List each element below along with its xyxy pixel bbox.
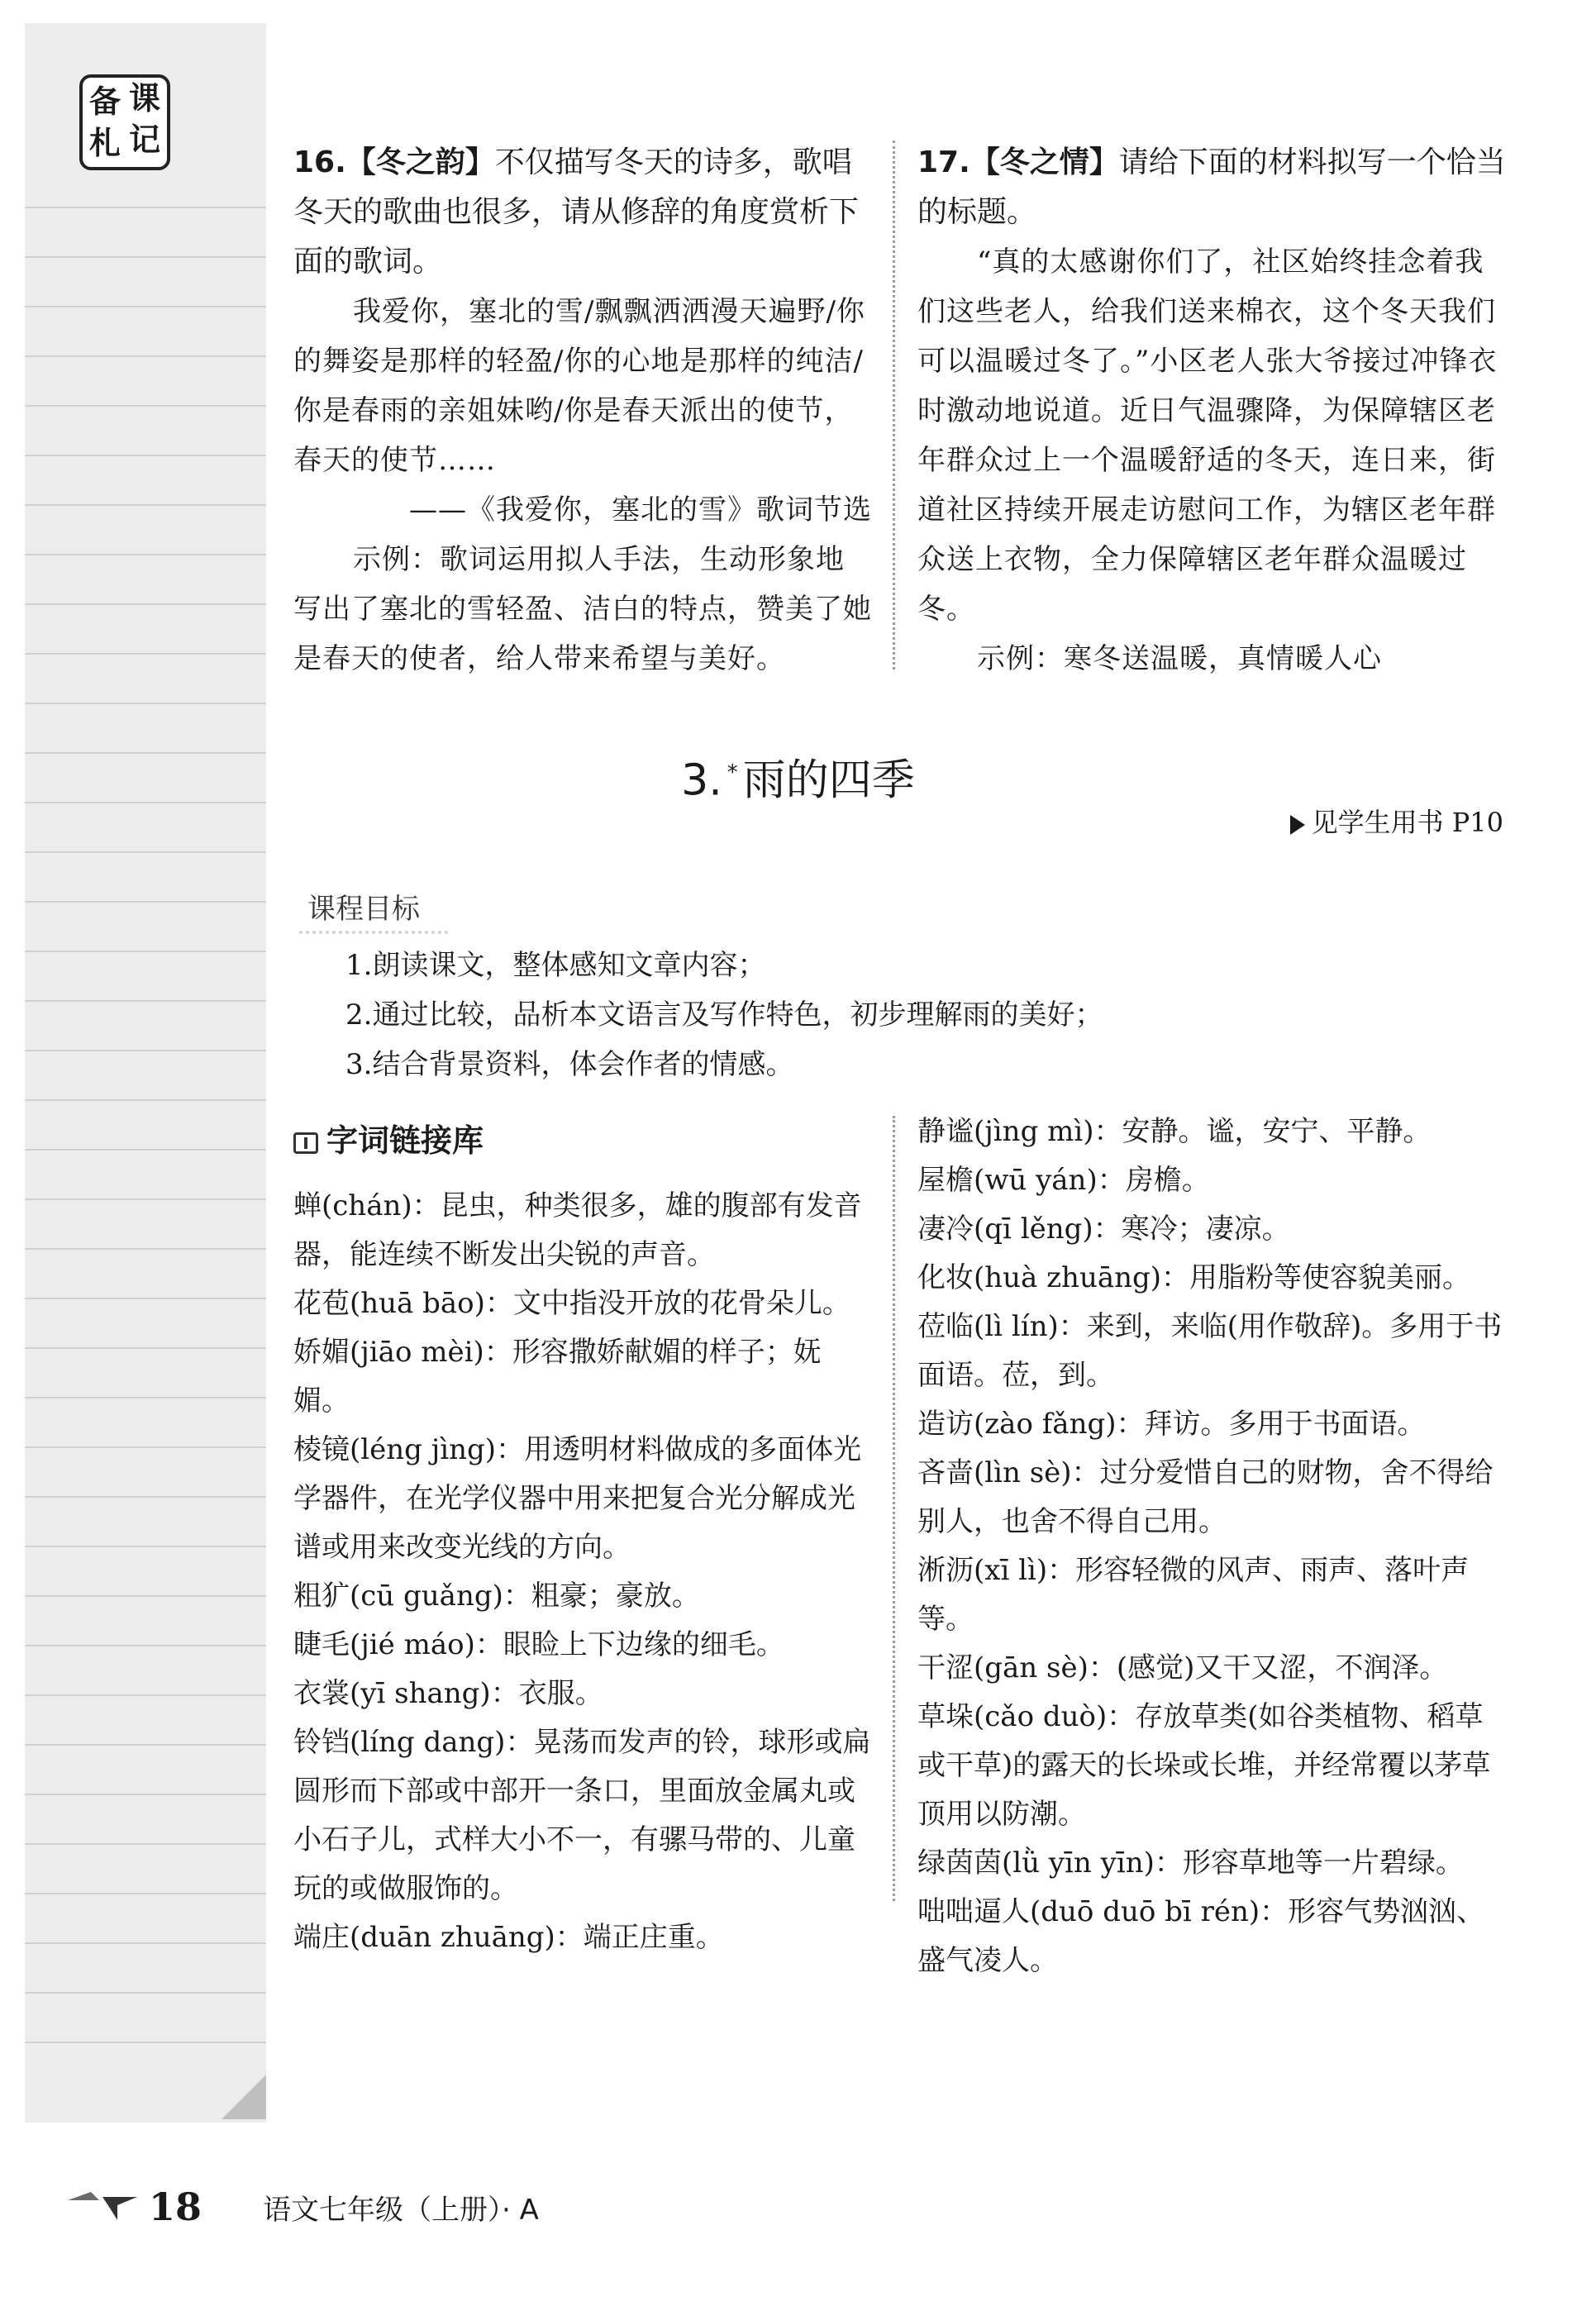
vocab-heading [293, 1116, 484, 1165]
dotted-underline [299, 922, 448, 934]
column-divider [893, 141, 895, 669]
goals-label [307, 884, 445, 934]
triangle-arrow-icon [1290, 815, 1305, 835]
footer-arrow-icon [66, 2189, 141, 2222]
lesson-number: 3. [681, 755, 722, 806]
question-number: 16. [293, 145, 346, 179]
vocab-left-column [293, 1182, 876, 1962]
answer-example: 示例：寒冬送温暖，真情暖人心 [977, 642, 1382, 675]
notes-margin [25, 23, 266, 2123]
vocab-entry: 草垛(cǎo duò)：存放草类(如谷类植物、稻草或干草)的露天的长垛或长堆，并经常覆以茅草顶用以防潮。 [917, 1700, 1491, 1831]
page-number: 18 [149, 2185, 202, 2229]
question-text: 请给下面的材料拟写一个恰当的标题。 [917, 145, 1506, 229]
goal-item: 3.结合背景资料，体会作者的情感。 [345, 1048, 794, 1081]
lesson-name: 雨的四季 [742, 755, 915, 806]
vocab-right-column [917, 1108, 1506, 1985]
vocab-entry: 吝啬(lìn sè)：过分爱惜自己的财物，舍不得给别人，也舍不得自己用。 [917, 1456, 1494, 1538]
vocab-entry: 蝉(chán)：昆虫，种类很多，雄的腹部有发音器，能连续不断发出尖锐的声音。 [293, 1189, 862, 1271]
question-16 [293, 137, 872, 684]
vocab-entry: 造访(zào fǎng)：拜访。多用于书面语。 [917, 1408, 1426, 1441]
material-text: “真的太感谢你们了，社区始终挂念着我们这些老人，给我们送来棉衣，这个冬天我们可以温暖过冬了。”小区老人张大爷接过冲锋衣时激动地说道。近日气温骤降，为保障辖区老年群众过上一个温暖舒适的冬天，连日来，街道社区持续开展走访慰问工作，为辖区老年群众送上衣物，全力保障辖区老年群众温暖过冬。 [917, 245, 1498, 626]
reference-text: 见学生用书 P10 [1311, 807, 1503, 838]
column-divider [893, 1116, 895, 1901]
goal-item: 2.通过比较，品析本文语言及写作特色，初步理解雨的美好； [345, 998, 1103, 1032]
logo-char: 札 [89, 125, 121, 161]
book-icon [293, 1132, 318, 1154]
vocab-entry: 棱镜(léng jìng)：用透明材料做成的多面体光学器件，在光学仪器中用来把复合光分解成光谱或用来改变光线的方向。 [293, 1433, 862, 1564]
song-lyrics: 我爱你，塞北的雪/飘飘洒洒漫天遍野/你的舞姿是那样的轻盈/你的心地是那样的纯洁/你是春雨的亲姐妹哟/你是春天派出的使节，春天的使节…… [293, 295, 865, 477]
vocab-entry: 娇媚(jiāo mèi)：形容撒娇献媚的样子；妩媚。 [293, 1336, 822, 1418]
question-tag: 【冬之韵】 [345, 145, 495, 179]
question-tag: 【冬之情】 [970, 145, 1119, 179]
logo-char: 备 [89, 83, 121, 120]
question-text: 不仅描写冬天的诗多，歌唱冬天的歌曲也很多，请从修辞的角度赏析下面的歌词。 [293, 145, 860, 279]
logo-char: 记 [129, 122, 161, 158]
book-title: 语文七年级（上册）· A [263, 2194, 539, 2227]
vocab-entry: 咄咄逼人(duō duō bī rén)：形容气势汹汹、盛气凌人。 [917, 1895, 1485, 1977]
answer-example: 示例：歌词运用拟人手法，生动形象地写出了塞北的雪轻盈、洁白的特点，赞美了她是春天的使者，给人带来希望与美好。 [293, 543, 872, 675]
question-number: 17. [917, 145, 970, 179]
goal-item: 1.朗读课文，整体感知文章内容； [345, 949, 766, 982]
lyrics-source: ——《我爱你，塞北的雪》歌词节选 [409, 493, 872, 527]
vocab-entry: 淅沥(xī lì)：形容轻微的风声、雨声、落叶声等。 [917, 1554, 1470, 1636]
vocab-entry: 花苞(huā bāo)：文中指没开放的花骨朵儿。 [293, 1287, 850, 1320]
logo-char: 课 [129, 80, 161, 117]
notes-logo [79, 74, 170, 170]
vocab-entry: 化妆(huà zhuāng)：用脂粉等使容貌美丽。 [917, 1261, 1471, 1294]
vocab-entry: 绿茵茵(lǜ yīn yīn)：形容草地等一片碧绿。 [917, 1846, 1464, 1880]
vocab-entry: 铃铛(líng dang)：晃荡而发声的铃，球形或扁圆形而下部或中部开一条口，里面放金属丸或小石子儿，式样大小不一，有骡马带的、儿童玩的或做服饰的。 [293, 1726, 871, 1905]
vocab-entry: 干涩(gān sè)：(感觉)又干又涩，不润泽。 [917, 1651, 1448, 1684]
vocab-heading-text: 字词链接库 [326, 1122, 484, 1159]
vocab-entry: 凄冷(qī lěng)：寒冷；凄凉。 [917, 1213, 1290, 1246]
vocab-entry: 衣裳(yī shang)：衣服。 [293, 1677, 603, 1710]
question-17-prompt [917, 137, 1506, 237]
goals-label-text: 课程目标 [307, 893, 420, 926]
student-book-reference [1290, 802, 1503, 843]
vocab-entry: 静谧(jìng mì)：安静。谧，安宁、平静。 [917, 1115, 1432, 1148]
vocab-entry: 端庄(duān zhuāng)：端正庄重。 [293, 1921, 724, 1954]
vocab-entry: 莅临(lì lín)：来到，来临(用作敬辞)。多用于书面语。莅，到。 [917, 1310, 1503, 1392]
vocab-entry: 屋檐(wū yán)：房檐。 [917, 1164, 1210, 1197]
vocab-entry: 粗犷(cū guǎng)：粗豪；豪放。 [293, 1580, 700, 1613]
question-17 [917, 137, 1506, 684]
goals-list [345, 941, 1103, 1089]
vocab-entry: 睫毛(jié máo)：眼睑上下边缘的细毛。 [293, 1628, 784, 1661]
page-fold-corner [222, 2075, 266, 2119]
lesson-title [0, 744, 1596, 809]
lesson-star: * [727, 760, 738, 785]
question-16-prompt [293, 137, 872, 287]
